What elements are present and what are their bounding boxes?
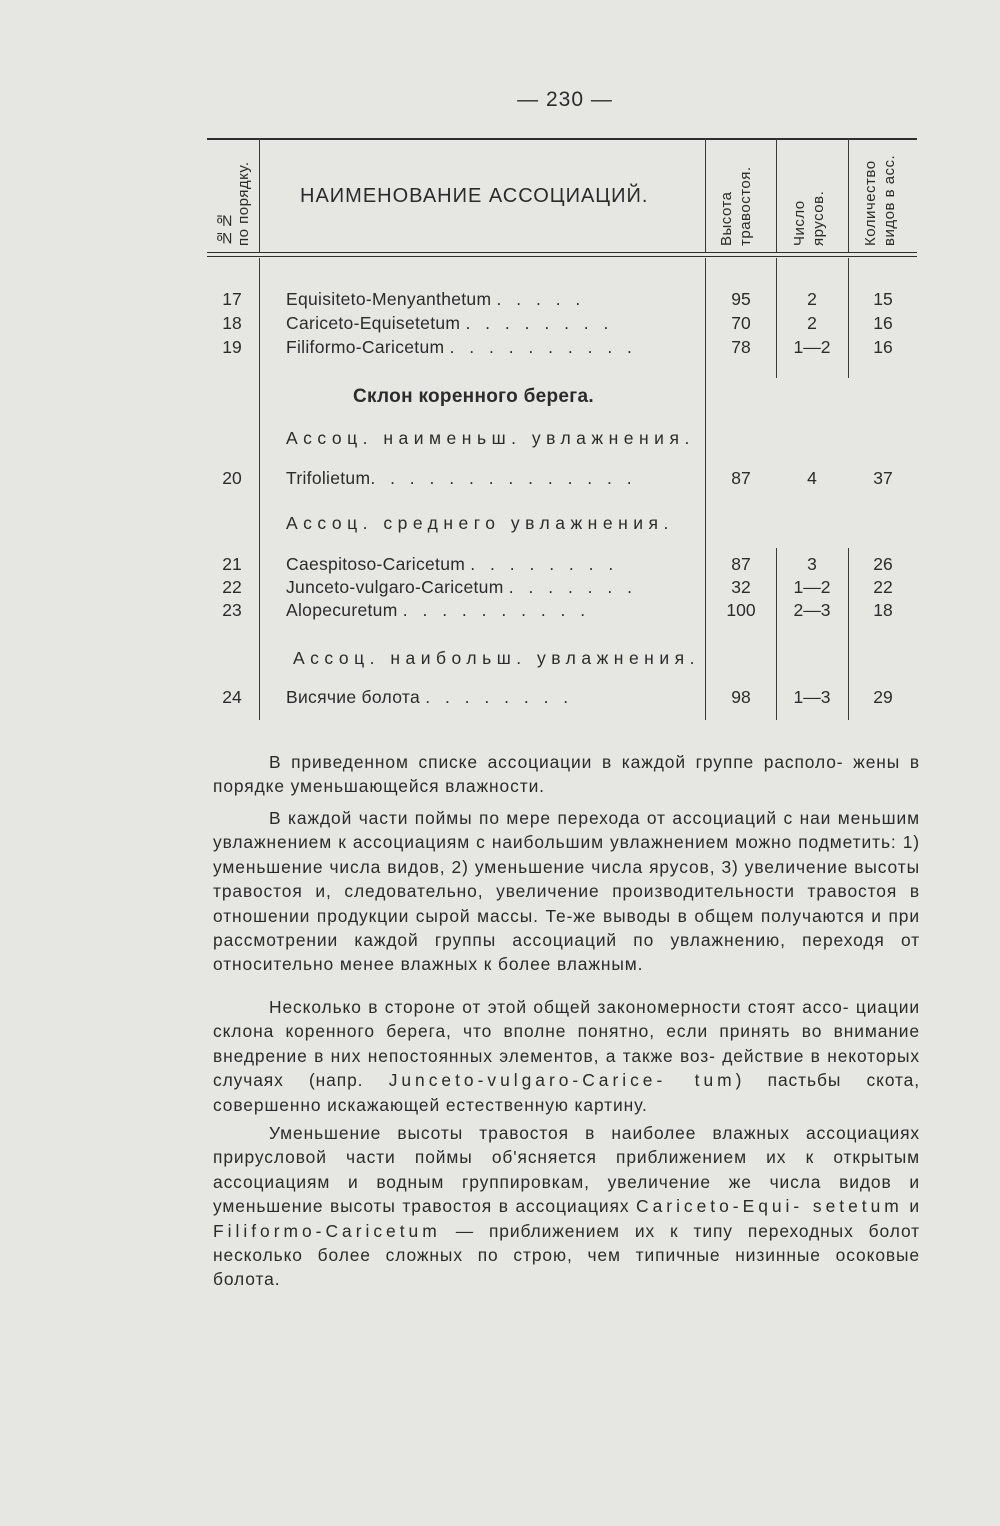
association-name: Cariceto-Equisetetum . . . . . . . . [286, 313, 614, 333]
association-name: Junceto-vulgaro-Caricetum . . . . . . . [286, 577, 637, 597]
row-number: 21 [222, 554, 242, 574]
tiers-value: 2 [807, 313, 817, 333]
association-name: Filiformo-Caricetum . . . . . . . . . . [286, 337, 637, 357]
subgroup-heading: Ассоц. среднего увлажнения. [286, 513, 674, 533]
table-row [207, 554, 917, 578]
header-name: НАИМЕНОВАНИЕ АССОЦИАЦИЙ. [300, 185, 649, 207]
row-number: 24 [222, 687, 242, 707]
subgroup-heading: Ассоц. наибольш. увлажнения. [293, 648, 700, 668]
table-row [207, 687, 917, 711]
column-divider [705, 138, 706, 252]
height-value: 78 [731, 337, 751, 357]
association-name: Trifolietum. . . . . . . . . . . . . . [286, 468, 637, 488]
latin-term: Filiformo-Caricetum [213, 1220, 441, 1241]
table-row [207, 577, 917, 601]
tiers-value: 3 [807, 554, 817, 574]
species-value: 16 [873, 337, 893, 357]
subgroup-heading: Ассоц. наименьш. увлажнения. [286, 428, 695, 448]
species-value: 16 [873, 313, 893, 333]
header-height: Высота травостоя. [718, 166, 754, 246]
association-name: Caespitoso-Caricetum . . . . . . . . [286, 554, 619, 574]
tiers-value: 1—2 [793, 577, 831, 597]
species-value: 26 [873, 554, 893, 574]
header-number: №№ по порядку. [216, 161, 252, 246]
body-paragraph: В приведенном списке ассоциации в каждой группе располо- жены в порядке уменьшающейся влажности. [213, 752, 920, 797]
body-paragraph: Уменьшение высоты травостоя в наиболее влажных ассоциациях прирусловой части поймы об'ясняется приближением их к открытым ассоциациям и водным группировкам, увеличение же числа видов и уменьшение высоты травостоя в ассоциациях Cariceto-Equi- setetum и Filiformo-Caricetum — приближением их к типу переходных болот несколько более сложных по строю, чем типичные низинные осоковые болота. [213, 1123, 921, 1290]
species-value: 22 [873, 577, 893, 597]
header-species: Количество видов в асс. [862, 154, 898, 246]
height-value: 32 [731, 577, 751, 597]
header-tiers: Число ярусов. [791, 190, 827, 246]
section-title: Склон коренного берега. [353, 386, 594, 407]
table-top-rule [207, 138, 917, 140]
height-value: 100 [726, 600, 756, 620]
column-divider [776, 138, 777, 252]
species-value: 37 [873, 468, 893, 488]
associations-table [207, 138, 917, 723]
height-value: 95 [731, 289, 751, 309]
row-number: 20 [222, 468, 242, 488]
body-paragraph: В каждой части поймы по мере перехода от ассоциаций с наи меньшим увлажнением к ассоциациям с наибольшим увлажнением можно подметить: 1) уменьшение числа видов, 2) уменьшение числа ярусов, 3) увеличение высоты травостоя и, следовательно, увеличение производительности травостоя в отношении продукции сырой массы. Те-же выводы в общем получаются и при рассмотрении каждой группы ассоциаций по увлажнению, переходя от относительно менее влажных к более влажным. [213, 808, 920, 975]
tiers-value: 2 [807, 289, 817, 309]
column-divider [848, 138, 849, 252]
table-row [207, 468, 917, 492]
body-paragraph: Несколько в стороне от этой общей закономерности стоят ассо- циации склона коренного берега, что вполне понятно, если принять во внимание внедрение в них непостоянных элементов, а также воз- действие в некоторых случаях (напр. Junceto-vulgaro-Carice- tum) пастьбы скота, совершенно искажающей естественную картину. [213, 997, 920, 1115]
species-value: 18 [873, 600, 893, 620]
height-value: 70 [731, 313, 751, 333]
latin-term: Junceto-vulgaro-Carice- tum [388, 1070, 736, 1091]
height-value: 98 [731, 687, 751, 707]
height-value: 87 [731, 468, 751, 488]
species-value: 15 [873, 289, 893, 309]
table-row [207, 600, 917, 624]
tiers-value: 2—3 [793, 600, 831, 620]
page-number: — 230 — [517, 88, 613, 111]
table-header-rule [207, 256, 917, 257]
association-name: Equisiteto-Menyanthetum . . . . . [286, 289, 586, 309]
row-number: 19 [222, 337, 242, 357]
table-row [207, 337, 917, 361]
column-divider [259, 138, 260, 252]
row-number: 17 [222, 289, 242, 309]
species-value: 29 [873, 687, 893, 707]
tiers-value: 4 [807, 468, 817, 488]
row-number: 23 [222, 600, 242, 620]
tiers-value: 1—2 [793, 337, 831, 357]
row-number: 22 [222, 577, 242, 597]
table-header-rule [207, 252, 917, 253]
latin-term: Cariceto-Equi- setetum [636, 1196, 903, 1217]
height-value: 87 [731, 554, 751, 574]
tiers-value: 1—3 [793, 687, 831, 707]
association-name: Висячие болота . . . . . . . . [286, 687, 574, 707]
table-row [207, 313, 917, 337]
row-number: 18 [222, 313, 242, 333]
association-name: Alopecuretum . . . . . . . . . . [286, 600, 591, 620]
table-row [207, 289, 917, 313]
